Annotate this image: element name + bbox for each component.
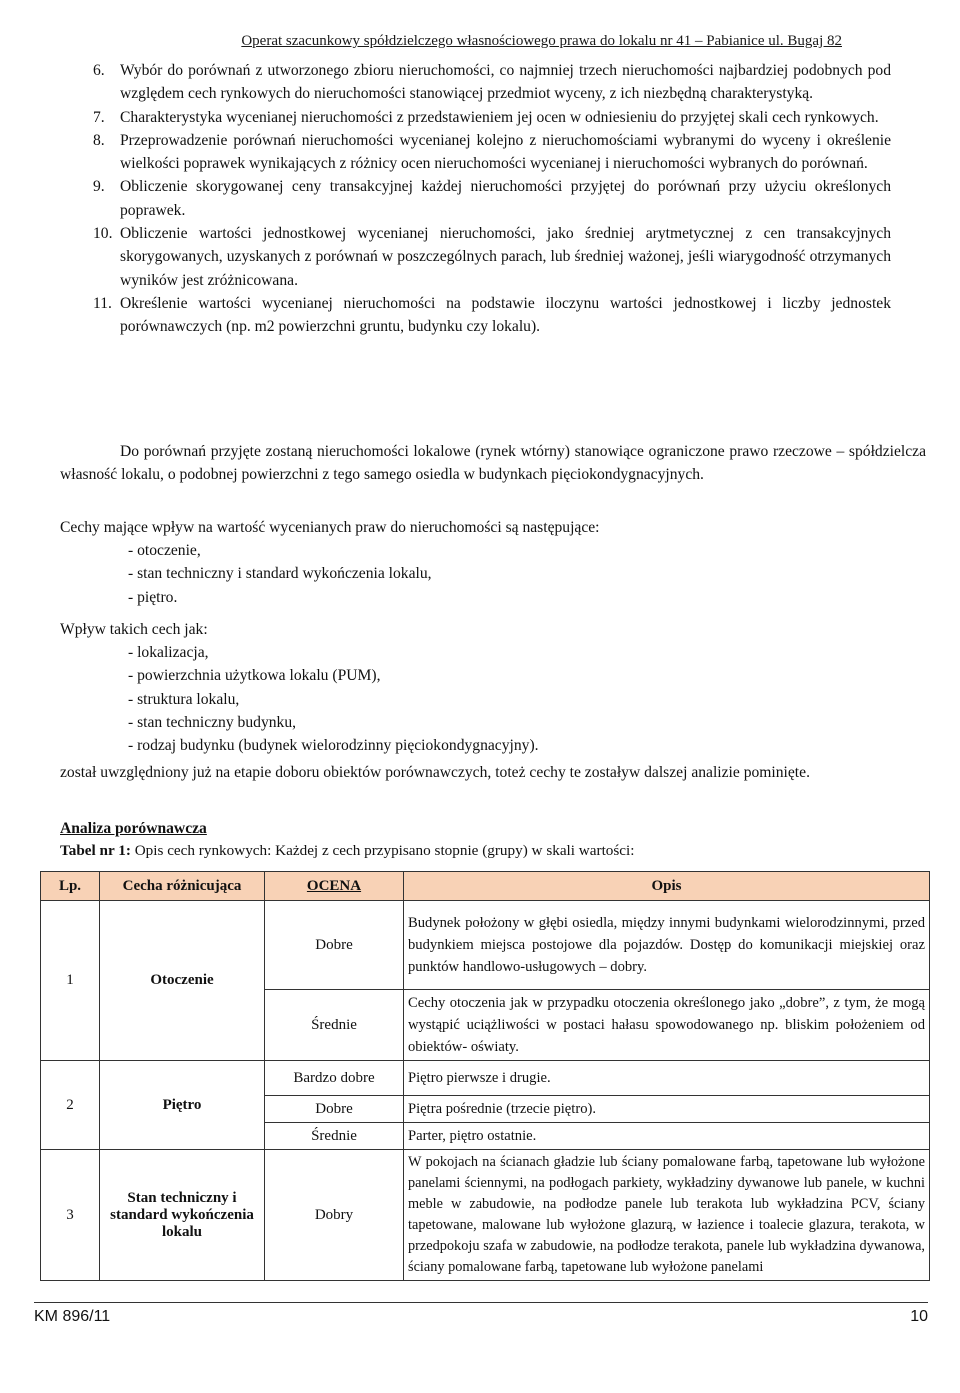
header-cecha: Cecha różnicująca (100, 872, 265, 901)
intro-paragraph: Do porównań przyjęte zostaną nieruchomości lokalowe (rynek wtórny) stanowiące ograniczone prawo rzeczowe – spółdzielcza własność lokalu, o podobnej powierzchni z tego samego osiedla w budynkach pięciokondygnacyjnych. (60, 443, 926, 484)
list-item (60, 222, 891, 292)
header-opis: Opis (404, 872, 930, 901)
step-number: 6. (93, 62, 105, 79)
market-features-table (40, 871, 930, 1281)
step-text: Określenie wartości wycenianej nieruchomości na podstawie iloczynu wartości jednostkowej i liczby jednostek porównawczych (np. m2 powierzchni gruntu, budynku czy lokalu). (120, 294, 891, 336)
step-text: Przeprowadzenie porównań nieruchomości wycenianej kolejno z nieruchomościami wybranymi do wyceny i określenie wielkości poprawek wynikających z różnicy ocen nieruchomości wycenianej i nieruchomości wybranych do porównań. (120, 131, 891, 173)
table-row (41, 1150, 930, 1281)
step-number: 9. (93, 178, 105, 196)
table-header-row (41, 872, 930, 901)
list-item (60, 175, 891, 222)
row-opis: W pokojach na ścianach gładzie lub ściany pomalowane farbą, tapetowane lub wyłożone panelami ściennymi, na podłogach parkiety, wykładziny dywanowe lub panele, w kuchni meble w zabudowie, na podłodze panele lub terakota lub wykładzina PCV, ściany tapetowane, malowane lub wyłożone glazurą, w łazience i toalecie glazura, terakota, w przedpokoju szafa w zabudowie, na podłodze terakota, panele lub wykładzina dywanowa, ściany pomalowane farbą, tapetowane lub wyłożone panelami (404, 1150, 930, 1281)
list-item: - stan techniczny i standard wykończenia lokalu, (128, 562, 432, 585)
section-title: Analiza porównawcza (60, 820, 207, 837)
list-item (60, 292, 891, 339)
row-opis: Budynek położony w głębi osiedla, między innymi budynkami wielorodzinnymi, przed budynkiem miejsca postojowe dla pojazdów. Dostęp do komunikacji miejskiej oraz punktów handlowo-usługowych – dobry. (404, 901, 930, 990)
row-lp: 1 (41, 901, 100, 1061)
header-ocena: OCENA (265, 872, 404, 901)
influence-intro: Wpływ takich cech jak: (60, 621, 208, 638)
row-lp: 2 (41, 1061, 100, 1150)
page-header: Operat szacunkowy spółdzielczego własnościowego prawa do lokalu nr 41 – Pabianice ul. Bugaj 82 (241, 33, 842, 49)
row-lp: 3 (41, 1150, 100, 1281)
list-item: - powierzchnia użytkowa lokalu (PUM), (128, 664, 539, 687)
row-ocena: Dobre (265, 901, 404, 990)
row-opis: Piętro pierwsze i drugie. (404, 1061, 930, 1096)
procedure-steps (60, 59, 891, 339)
table-row (41, 901, 930, 990)
page-number: 10 (910, 1308, 928, 1325)
list-item: - piętro. (128, 586, 432, 609)
step-number: 8. (93, 131, 105, 149)
row-opis: Parter, piętro ostatnie. (404, 1123, 930, 1150)
features-intro: Cechy mające wpływ na wartość wycenianych praw do nieruchomości są następujące: (60, 519, 600, 536)
list-item: - struktura lokalu, (128, 688, 539, 711)
list-item (60, 129, 891, 176)
list-item: - stan techniczny budynku, (128, 711, 539, 734)
list-item (60, 59, 891, 106)
table-caption (60, 842, 634, 860)
row-ocena: Średnie (265, 1123, 404, 1150)
step-text: Obliczenie wartości jednostkowej wycenianej nieruchomości, jako średniej arytmetycznej z cen transakcyjnych skorygowanych, uzyskanych z porównań w poszczególnych parach, lub średniej ważonej, jeśli wiarygodność otrzymanych wyników jest zróżnicowana. (120, 225, 891, 289)
footer-reference: KM 896/11 (34, 1308, 111, 1325)
row-ocena: Średnie (265, 990, 404, 1061)
step-number: 11. (93, 294, 112, 312)
footer-divider (34, 1302, 928, 1303)
row-opis: Cechy otoczenia jak w przypadku otoczenia określonego jako „dobre”, z tym, że mogą wystąpić uciążliwości w postaci hałasu spowodowanego np. bliskim położeniem od obiektów- oświaty. (404, 990, 930, 1061)
influence-list (128, 641, 539, 757)
step-text: Charakterystyka wycenianej nieruchomości z przedstawieniem jej ocen w odniesieniu do przyjętej skali cech rynkowych. (120, 108, 879, 126)
step-number: 10. (93, 225, 113, 243)
features-list (128, 539, 432, 609)
list-item: - rodzaj budynku (budynek wielorodzinny pięciokondygnacyjny). (128, 734, 539, 757)
header-lp: Lp. (41, 872, 100, 901)
row-cecha: Piętro (100, 1061, 265, 1150)
table-caption-text: Opis cech rynkowych: Każdej z cech przypisano stopnie (grupy) w skali wartości: (130, 842, 635, 859)
list-item: - otoczenie, (128, 539, 432, 562)
list-item (60, 106, 891, 129)
row-ocena: Dobry (265, 1150, 404, 1281)
row-cecha: Otoczenie (100, 901, 265, 1061)
step-number: 7. (93, 108, 105, 126)
considered-paragraph: został uwzględniony już na etapie doboru obiektów porównawczych, toteż cechy te zostaływ dalszej analizie pominięte. (60, 764, 810, 781)
list-item: - lokalizacja, (128, 641, 539, 664)
row-opis: Piętra pośrednie (trzecie piętro). (404, 1096, 930, 1123)
table-row (41, 1061, 930, 1096)
row-ocena: Bardzo dobre (265, 1061, 404, 1096)
step-text: Wybór do porównań z utworzonego zbioru nieruchomości, co najmniej trzech nieruchomości najbardziej podobnych pod względem cech rynkowych do nieruchomości stanowiącej przedmiot wyceny, z ich niezbędną charakterystyką. (120, 62, 891, 103)
row-cecha: Stan techniczny i standard wykończenia lokalu (100, 1150, 265, 1281)
table-caption-label: Tabel nr 1: (60, 842, 131, 859)
step-text: Obliczenie skorygowanej ceny transakcyjnej każdej nieruchomości przyjętej do porównań przy użyciu określonych poprawek. (120, 178, 891, 219)
row-ocena: Dobre (265, 1096, 404, 1123)
